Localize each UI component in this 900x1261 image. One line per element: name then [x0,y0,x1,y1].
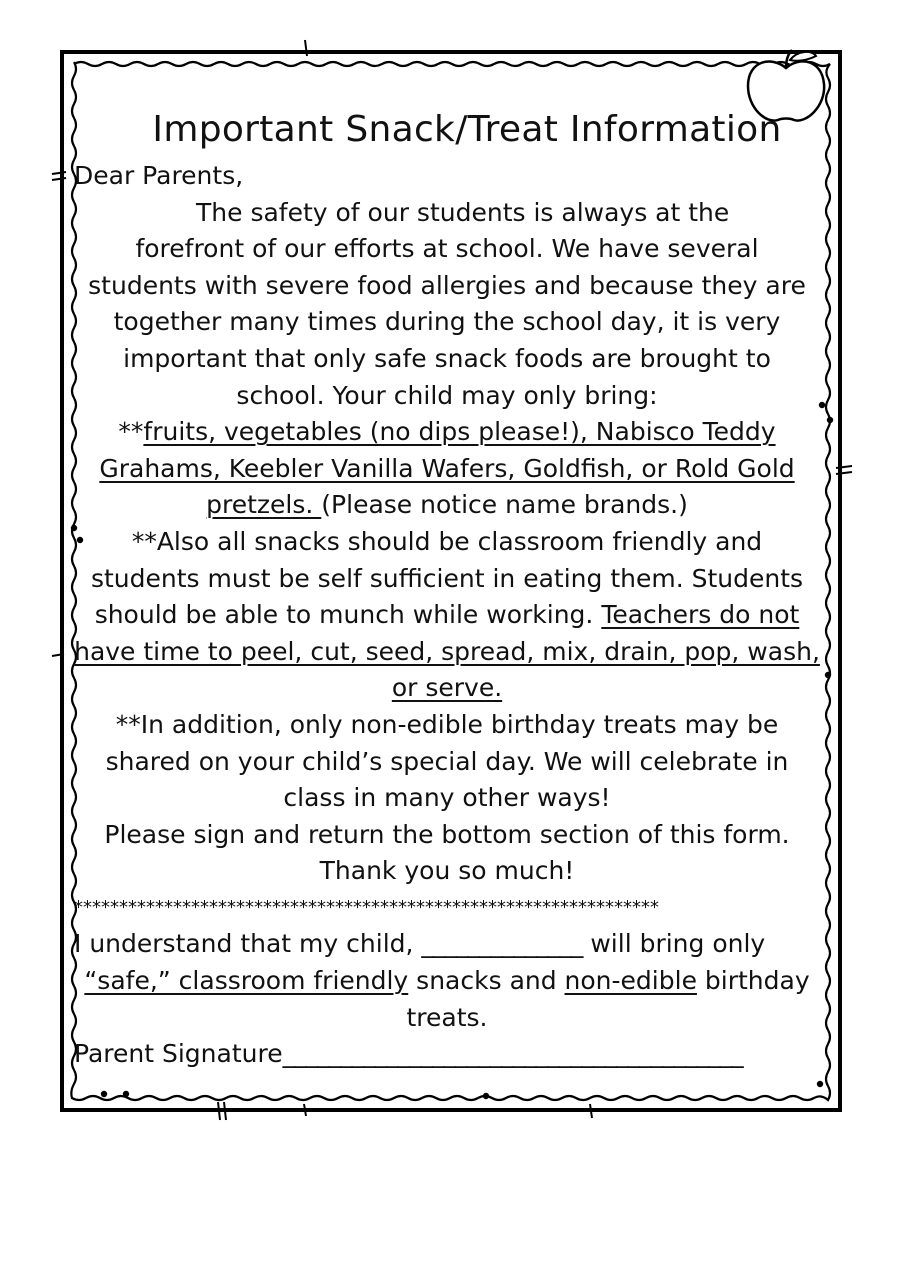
allowed-snacks-text: pretzels. [206,490,322,520]
closing-line: Please sign and return the bottom section of this form. [104,819,790,849]
teachers-note: or serve. [391,673,503,703]
para1-line: The safety of our students is always at the [196,197,730,227]
para3-line: **In addition, only non-edible birthday treats may be [115,709,779,739]
allowed-snacks-line [74,451,820,488]
para2-line [74,597,820,634]
para3-line: shared on your child’s special day. We will celebrate in [105,746,789,776]
child-name-blank[interactable]: ______________ [421,929,583,959]
separator-line: ***************************************************************** [74,896,659,918]
page-title: Important Snack/Treat Information [152,109,782,150]
form-line [74,926,820,963]
allowed-snacks-line [74,414,820,451]
list-prefix: ** [118,417,144,447]
safe-quote: “safe,” classroom friendly [84,966,409,996]
allowed-snacks-text: fruits, vegetables (no dips please!), Nabisco Teddy [143,417,776,447]
para1-line: students with severe food allergies and because they are [88,270,806,300]
form-line: treats. [406,1002,488,1032]
teachers-note: Teachers do not [601,600,800,630]
para2-line [74,634,820,671]
para2-line: **Also all snacks should be classroom friendly and [131,526,763,556]
signature-line [74,1036,820,1073]
para1-line: important that only safe snack foods are brought to [123,343,771,373]
signature-blank[interactable]: ________________________________________ [282,1039,743,1069]
non-edible-text: non-edible [564,966,697,996]
letter-content [74,104,820,1073]
para2-line: students must be self sufficient in eating them. Students [90,563,804,593]
form-text: will bring only [582,929,766,959]
para3-line: class in many other ways! [283,783,611,813]
greeting: Dear Parents, [74,161,244,190]
form-text: snacks and [408,966,565,996]
para2-text: should be able to munch while working. [94,600,602,630]
para1-line: forefront of our efforts at school. We have several [135,234,759,264]
signature-label: Parent Signature [74,1039,283,1069]
teachers-note: have time to peel, cut, seed, spread, mix, drain, pop, wash, [74,636,820,666]
allowed-snacks-text: Grahams, Keebler Vanilla Wafers, Goldfish, or Rold Gold [99,453,795,483]
form-text: I understand that my child, [74,929,422,959]
para2-line [74,670,820,707]
allowed-snacks-line [74,487,820,524]
form-line [74,963,820,1000]
brand-note: (Please notice name brands.) [321,490,688,520]
form-text: birthday [696,966,810,996]
closing-line: Thank you so much! [319,856,575,886]
para1-line: together many times during the school day, it is very [113,307,781,337]
para1-line: school. Your child may only bring: [236,380,658,410]
